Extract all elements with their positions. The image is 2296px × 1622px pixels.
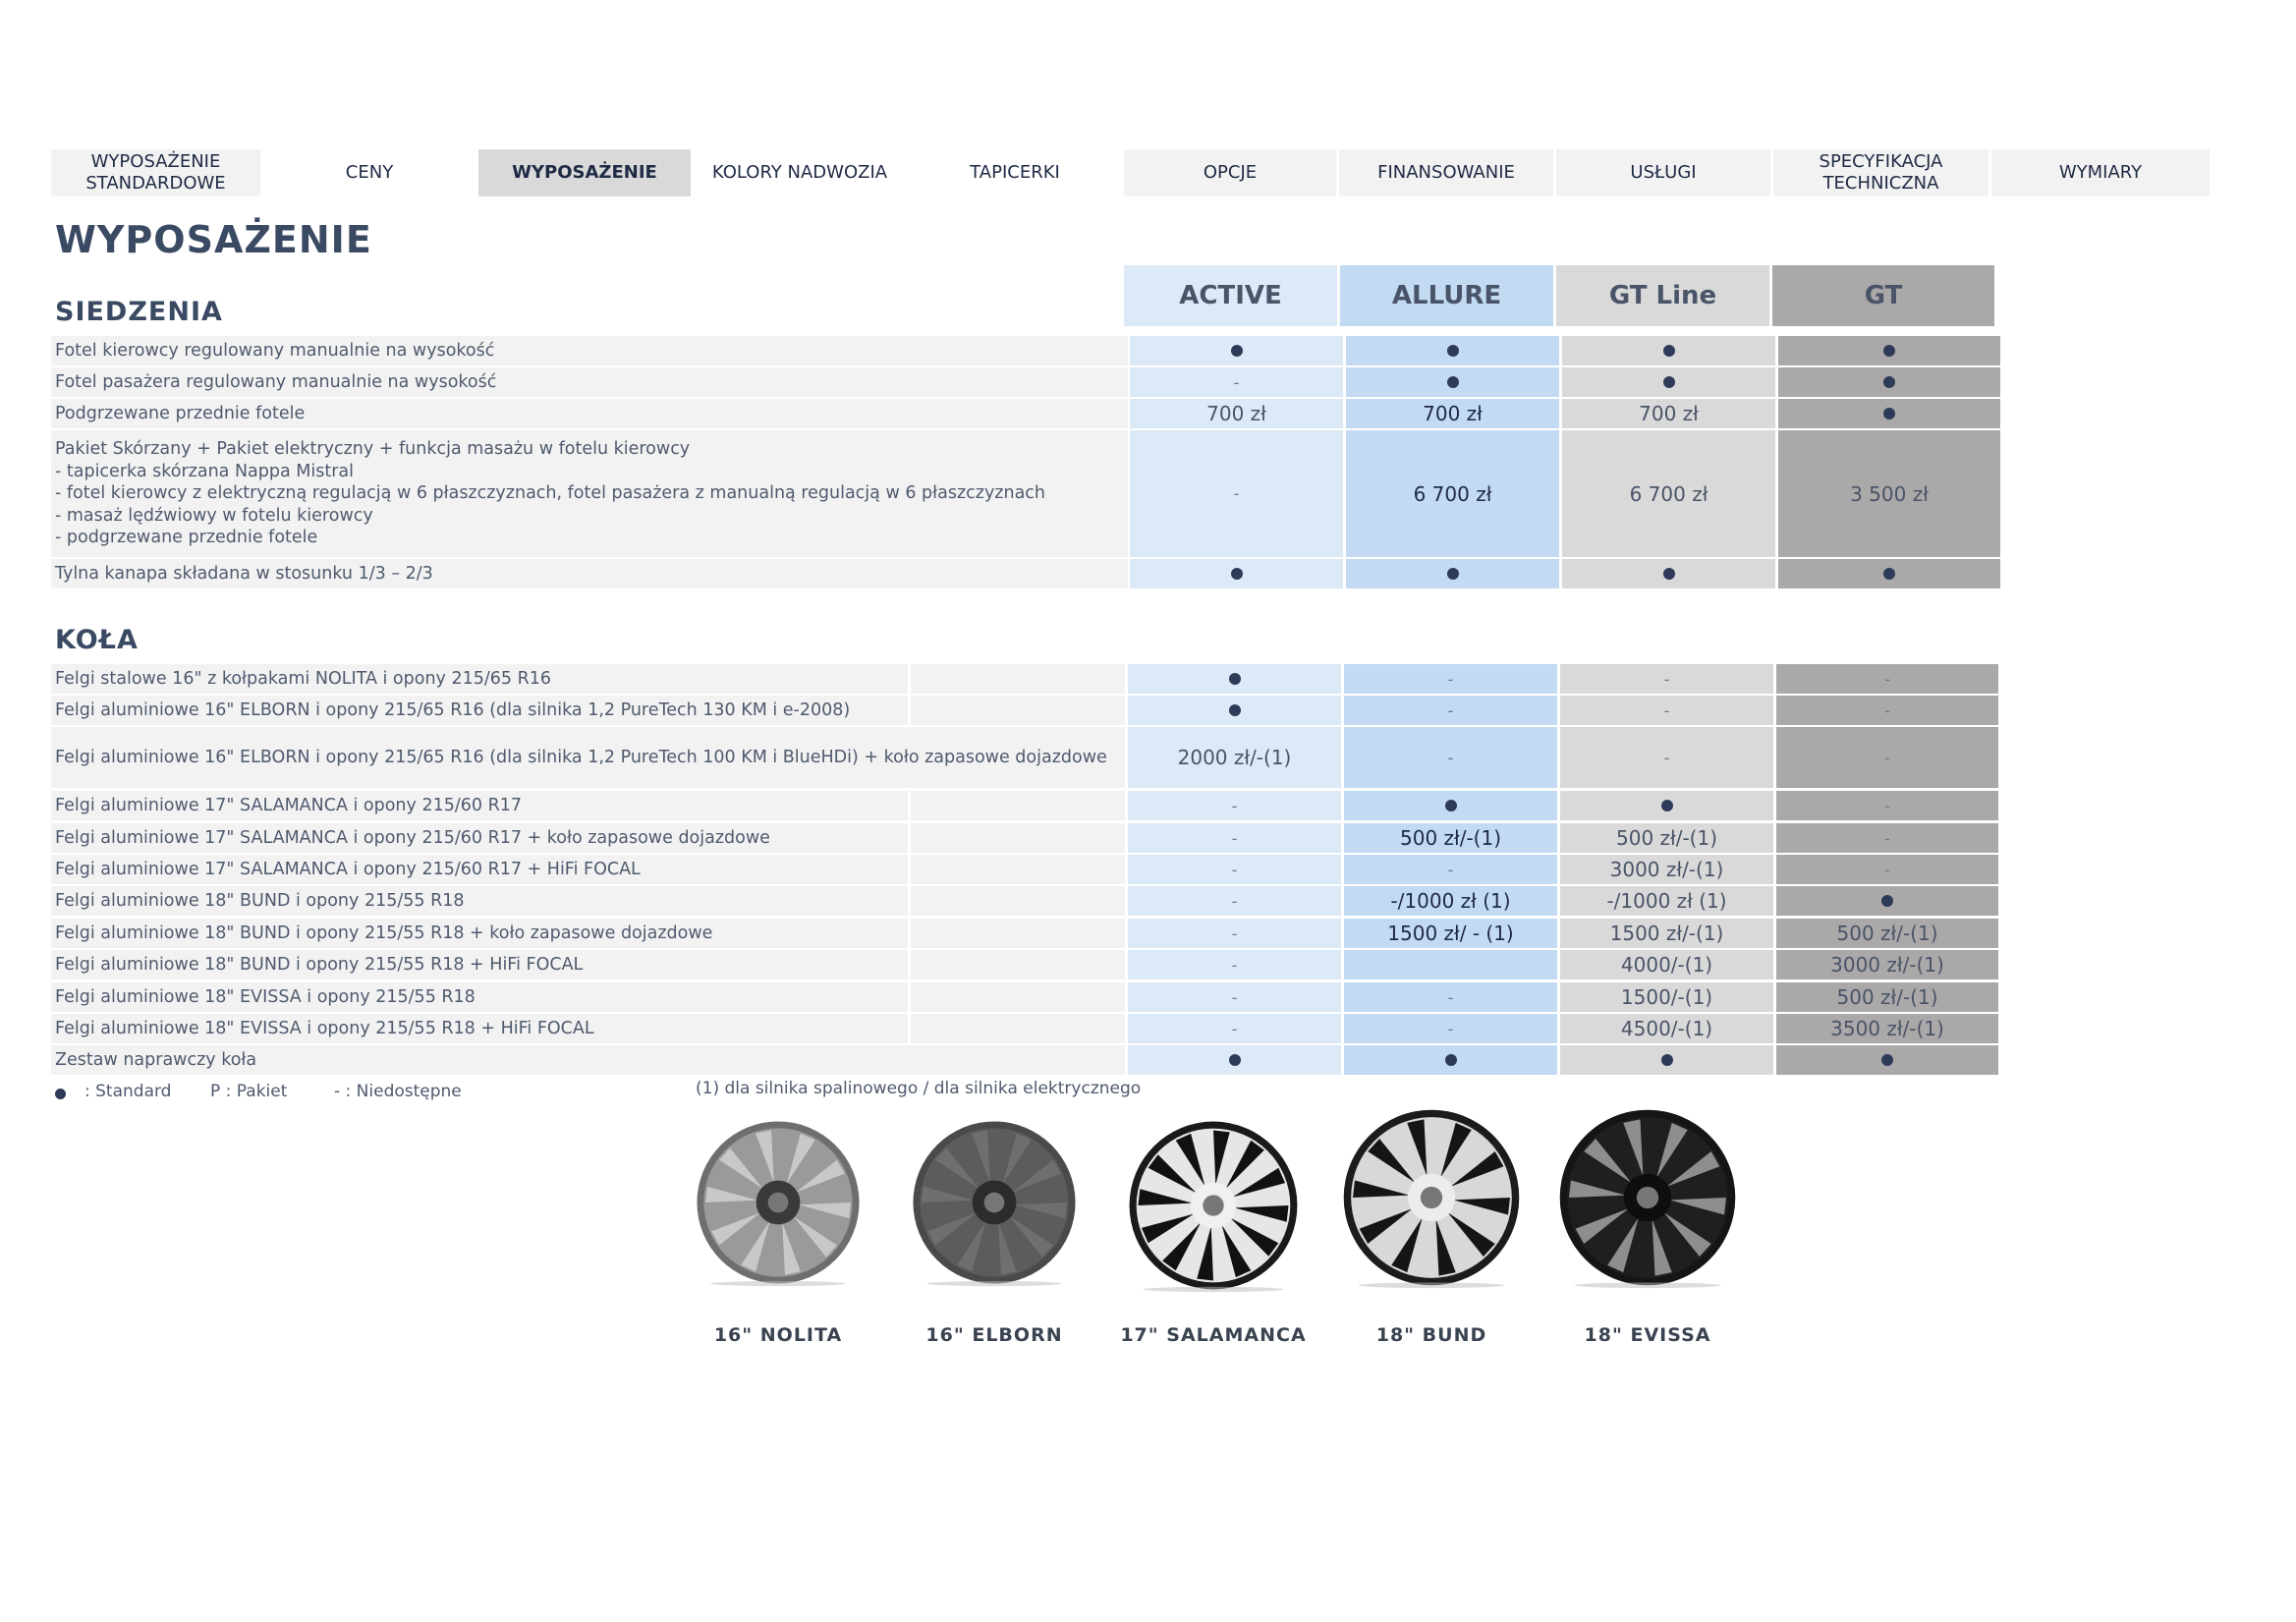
- table-row: [51, 696, 2001, 725]
- row-label: [51, 727, 1125, 788]
- row-label-text: Fotel pasażera regulowany manualnie na wysokość: [55, 372, 497, 392]
- cell-active: [1128, 1045, 1341, 1075]
- cell-value: -: [1233, 484, 1240, 503]
- row-label-line: - fotel kierowcy z elektryczną regulacją w 6 płaszczyznach, fotel pasażera z manualną regulacją w 6 płaszczyznach: [55, 483, 1046, 504]
- row-label-text: Felgi aluminiowe 16" ELBORN i opony 215/65 R16 (dla silnika 1,2 PureTech 100 KM i BlueHDi) + koło zapasowe dojazdowe: [55, 747, 1107, 767]
- cell-value: 3 500 zł: [1850, 481, 1929, 506]
- standard-bullet-icon: [1231, 568, 1243, 580]
- cell-allure: [1344, 696, 1557, 725]
- wheel-bund-icon: [1340, 1106, 1523, 1293]
- cell-value: -: [1884, 828, 1890, 848]
- cell-gt: [1776, 1045, 1998, 1075]
- row-label-text: Podgrzewane przednie fotele: [55, 404, 306, 423]
- standard-bullet-icon: [1447, 345, 1459, 357]
- standard-bullet-icon: [1445, 800, 1457, 811]
- table-row: [51, 1014, 2001, 1043]
- cell-gtline: [1560, 1014, 1773, 1043]
- row-label-text: Felgi aluminiowe 18" BUND i opony 215/55 R18: [55, 890, 465, 911]
- trim-header-gtline: GT Line: [1556, 265, 1769, 326]
- cell-value: 2000 zł/-(1): [1177, 746, 1292, 769]
- cell-value: -: [1663, 700, 1670, 720]
- row-spacer-cell: [911, 1014, 1125, 1043]
- cell-active: [1128, 919, 1341, 948]
- row-spacer-cell: [911, 664, 1125, 694]
- cell-gtline: [1562, 367, 1775, 397]
- tab-wymiary[interactable]: WYMIARY: [1991, 149, 2210, 196]
- cell-gt: [1776, 664, 1998, 694]
- cell-active: [1130, 559, 1343, 588]
- table-row: [51, 430, 2003, 557]
- standard-bullet-icon: [1883, 408, 1895, 419]
- cell-gt: [1776, 919, 1998, 948]
- cell-gt: [1776, 982, 1998, 1012]
- standard-bullet-icon: [1663, 376, 1675, 388]
- legend-pakiet: P : Pakiet: [210, 1082, 288, 1101]
- cell-value: -: [1884, 700, 1890, 720]
- cell-value: 6 700 zł: [1413, 481, 1492, 506]
- cell-value: -: [1447, 1019, 1454, 1038]
- cell-gt: [1776, 950, 1998, 979]
- row-label-text: Felgi stalowe 16" z kołpakami NOLITA i opony 215/65 R16: [55, 668, 552, 689]
- cell-active: [1128, 823, 1341, 853]
- row-label-line: Pakiet Skórzany + Pakiet elektryczny + funkcja masażu w fotelu kierowcy: [55, 439, 691, 460]
- cell-gt: [1776, 823, 1998, 853]
- cell-allure: [1344, 791, 1557, 820]
- standard-bullet-icon: [1663, 568, 1675, 580]
- table-row: [51, 950, 2001, 979]
- top-navigation: [51, 149, 2210, 196]
- cell-gtline: [1560, 823, 1773, 853]
- cell-gtline: [1560, 982, 1773, 1012]
- table-row: [51, 823, 2001, 853]
- row-label-text: Felgi aluminiowe 18" EVISSA i opony 215/55 R18: [55, 986, 476, 1007]
- row-spacer-cell: [911, 919, 1125, 948]
- row-label-text: Felgi aluminiowe 16" ELBORN i opony 215/65 R16 (dla silnika 1,2 PureTech 130 KM i e-2008): [55, 699, 851, 720]
- cell-value: -: [1884, 860, 1890, 879]
- cell-value: 700 zł: [1639, 402, 1699, 425]
- cell-gtline: [1560, 1045, 1773, 1075]
- row-label: [51, 855, 908, 884]
- cell-gt: [1776, 886, 1998, 916]
- row-spacer-cell: [911, 696, 1125, 725]
- trim-header-allure: ALLURE: [1340, 265, 1553, 326]
- cell-active: [1128, 982, 1341, 1012]
- cell-gtline: [1560, 696, 1773, 725]
- row-label: [51, 559, 1128, 588]
- legend-niedostepne: - : Niedostępne: [334, 1082, 462, 1101]
- cell-allure: [1344, 823, 1557, 853]
- cell-gtline: [1562, 336, 1775, 365]
- cell-value: 3000 zł/-(1): [1830, 953, 1944, 977]
- cell-value: 700 zł: [1206, 402, 1266, 425]
- cell-value: 500 zł/-(1): [1836, 922, 1938, 945]
- row-label: [51, 950, 908, 979]
- row-label-text: Felgi aluminiowe 18" BUND i opony 215/55 R18 + koło zapasowe dojazdowe: [55, 923, 713, 943]
- standard-bullet-icon: [1661, 800, 1673, 811]
- wheel-nolita-icon: [694, 1118, 863, 1291]
- cell-value: 500 zł/-(1): [1616, 826, 1717, 850]
- row-label: [51, 1045, 1125, 1075]
- table-row: [51, 664, 2001, 694]
- cell-active: [1130, 399, 1343, 428]
- standard-bullet-icon: [1883, 376, 1895, 388]
- cell-gt: [1776, 1014, 1998, 1043]
- cell-value: 1500 zł/-(1): [1609, 922, 1724, 945]
- row-spacer-cell: [911, 855, 1125, 884]
- cell-value: 1500/-(1): [1620, 985, 1713, 1009]
- wheel-label: 18" EVISSA: [1584, 1324, 1711, 1346]
- cell-allure: [1344, 1014, 1557, 1043]
- cell-allure: [1344, 919, 1557, 948]
- cell-active: [1128, 950, 1341, 979]
- cell-value: -: [1447, 748, 1454, 767]
- row-label-text: Felgi aluminiowe 17" SALAMANCA i opony 215/60 R17: [55, 795, 522, 815]
- standard-bullet-icon: [1447, 376, 1459, 388]
- cell-gtline: [1560, 664, 1773, 694]
- tab-kolory-nadwozia[interactable]: KOLORY NADWOZIA: [694, 149, 909, 196]
- row-label: [51, 886, 908, 916]
- row-label: [51, 696, 908, 725]
- cell-value: -: [1233, 372, 1240, 392]
- cell-gt: [1778, 559, 2000, 588]
- cell-value: 3000 zł/-(1): [1609, 858, 1724, 881]
- tab-specyfikacja-techniczna[interactable]: SPECYFIKACJA TECHNICZNA: [1773, 149, 1991, 196]
- cell-value: 6 700 zł: [1629, 481, 1708, 506]
- row-label-text: Felgi aluminiowe 18" BUND i opony 215/55 R18 + HiFi FOCAL: [55, 954, 584, 975]
- cell-active: [1130, 430, 1343, 557]
- cell-value: -: [1231, 796, 1238, 815]
- row-label: [51, 919, 908, 948]
- cell-value: -: [1884, 748, 1890, 767]
- standard-bullet-icon: [1445, 1054, 1457, 1066]
- table-row: [51, 791, 2001, 820]
- cell-gtline: [1562, 399, 1775, 428]
- cell-value: -: [1447, 987, 1454, 1007]
- cell-value: -: [1884, 796, 1890, 815]
- standard-bullet-icon: [1663, 345, 1675, 357]
- wheel-label: 16" NOLITA: [713, 1324, 843, 1346]
- tab-tapicerki[interactable]: TAPICERKI: [909, 149, 1124, 196]
- cell-value: 500 zł/-(1): [1836, 985, 1938, 1009]
- cell-value: 4500/-(1): [1620, 1017, 1713, 1040]
- cell-allure: [1346, 399, 1559, 428]
- row-spacer-cell: [911, 823, 1125, 853]
- row-label-text: Fotel kierowcy regulowany manualnie na wysokość: [55, 341, 495, 361]
- cell-value: 1500 zł/ - (1): [1387, 922, 1514, 945]
- cell-gtline: [1560, 919, 1773, 948]
- cell-allure: [1344, 855, 1557, 884]
- cell-value: -: [1231, 1019, 1238, 1038]
- cell-value: -: [1447, 669, 1454, 689]
- standard-bullet-icon: [1883, 568, 1895, 580]
- cell-value: 500 zł/-(1): [1400, 826, 1501, 850]
- table-row: [51, 367, 2003, 397]
- row-label: [51, 367, 1128, 397]
- row-spacer-cell: [911, 982, 1125, 1012]
- row-label-line: - podgrzewane przednie fotele: [55, 528, 318, 548]
- cell-value: 4000/-(1): [1620, 953, 1713, 977]
- standard-bullet-icon: [1229, 1054, 1241, 1066]
- cell-gt: [1776, 727, 1998, 788]
- cell-active: [1128, 664, 1341, 694]
- tab-uslugi[interactable]: USŁUGI: [1556, 149, 1773, 196]
- row-label: [51, 823, 908, 853]
- standard-bullet-icon: [1229, 673, 1241, 685]
- cell-active: [1128, 1014, 1341, 1043]
- row-label: [51, 664, 908, 694]
- legend-footnote: (1) dla silnika spalinowego / dla silnika elektrycznego: [696, 1079, 1142, 1098]
- standard-bullet-icon: [1231, 345, 1243, 357]
- legend-standard: : Standard: [84, 1082, 172, 1101]
- cell-gtline: [1560, 727, 1773, 788]
- standard-bullet-icon: [1447, 568, 1459, 580]
- cell-gt: [1776, 791, 1998, 820]
- tab-finansowanie[interactable]: FINANSOWANIE: [1339, 149, 1556, 196]
- table-row: [51, 919, 2001, 948]
- cell-gtline: [1562, 430, 1775, 557]
- cell-allure: [1346, 336, 1559, 365]
- cell-value: 3500 zł/-(1): [1830, 1017, 1944, 1040]
- cell-value: -: [1231, 987, 1238, 1007]
- table-row: [51, 855, 2001, 884]
- cell-allure: [1346, 367, 1559, 397]
- row-label-text: Felgi aluminiowe 18" EVISSA i opony 215/55 R18 + HiFi FOCAL: [55, 1018, 594, 1038]
- cell-value: 700 zł: [1423, 402, 1483, 425]
- row-label: [51, 791, 908, 820]
- row-label-line: - tapicerka skórzana Nappa Mistral: [55, 461, 354, 481]
- section-title-seats: SIEDZENIA: [55, 297, 223, 327]
- row-spacer-cell: [911, 886, 1125, 916]
- row-label: [51, 336, 1128, 365]
- tab-opcje[interactable]: OPCJE: [1124, 149, 1339, 196]
- cell-gt: [1778, 399, 2000, 428]
- cell-value: -: [1884, 669, 1890, 689]
- tab-wyposazenie[interactable]: WYPOSAŻENIE: [478, 149, 694, 196]
- table-row: [51, 399, 2003, 428]
- trim-header-active: ACTIVE: [1124, 265, 1337, 326]
- cell-allure: [1344, 1045, 1557, 1075]
- cell-active: [1128, 791, 1341, 820]
- cell-gtline: [1560, 855, 1773, 884]
- table-row: [51, 336, 2003, 365]
- row-label: [51, 1014, 908, 1043]
- cell-allure: [1344, 727, 1557, 788]
- table-row: [51, 559, 2003, 588]
- row-label: [51, 430, 1128, 557]
- cell-gtline: [1562, 559, 1775, 588]
- standard-bullet-icon: [1881, 895, 1893, 907]
- row-spacer-cell: [911, 791, 1125, 820]
- row-label-line: - masaż lędźwiowy w fotelu kierowcy: [55, 505, 373, 526]
- cell-allure: [1344, 950, 1557, 979]
- cell-value: -/1000 zł (1): [1390, 889, 1511, 913]
- cell-gt: [1778, 367, 2000, 397]
- wheel-label: 16" ELBORN: [925, 1324, 1063, 1346]
- cell-active: [1128, 696, 1341, 725]
- page-title: WYPOSAŻENIE: [55, 218, 372, 261]
- cell-active: [1128, 855, 1341, 884]
- cell-gt: [1776, 855, 1998, 884]
- cell-active: [1128, 886, 1341, 916]
- cell-gt: [1778, 430, 2000, 557]
- cell-value: -: [1447, 860, 1454, 879]
- cell-gtline: [1560, 886, 1773, 916]
- table-row: [51, 1045, 2001, 1075]
- cell-allure: [1344, 664, 1557, 694]
- wheel-elborn-icon: [910, 1118, 1079, 1291]
- standard-bullet-icon: [1661, 1054, 1673, 1066]
- cell-gt: [1778, 336, 2000, 365]
- row-spacer-cell: [911, 950, 1125, 979]
- tab-ceny[interactable]: CENY: [263, 149, 478, 196]
- cell-value: -: [1231, 891, 1238, 911]
- table-row: [51, 982, 2001, 1012]
- standard-bullet-icon: [55, 1089, 66, 1099]
- cell-gt: [1776, 696, 1998, 725]
- cell-gtline: [1560, 791, 1773, 820]
- wheel-evissa-icon: [1556, 1106, 1739, 1293]
- standard-bullet-icon: [1229, 704, 1241, 716]
- cell-active: [1130, 336, 1343, 365]
- row-label-text: Tylna kanapa składana w stosunku 1/3 – 2/3: [55, 564, 433, 584]
- section-title-wheels: KOŁA: [55, 625, 139, 655]
- cell-active: [1130, 367, 1343, 397]
- cell-value: -: [1663, 748, 1670, 767]
- row-label: [51, 399, 1128, 428]
- wheel-label: 18" BUND: [1375, 1324, 1487, 1346]
- cell-allure: [1344, 886, 1557, 916]
- cell-value: -: [1231, 955, 1238, 975]
- cell-active: [1128, 727, 1341, 788]
- cell-allure: [1346, 430, 1559, 557]
- cell-value: -: [1231, 828, 1238, 848]
- wheel-salamanca-icon: [1126, 1118, 1301, 1297]
- row-label-text: Zestaw naprawczy koła: [55, 1049, 257, 1070]
- cell-allure: [1344, 982, 1557, 1012]
- table-row: [51, 727, 2001, 788]
- cell-value: -: [1447, 700, 1454, 720]
- standard-bullet-icon: [1883, 345, 1895, 357]
- cell-gtline: [1560, 950, 1773, 979]
- cell-allure: [1346, 559, 1559, 588]
- row-label: [51, 982, 908, 1012]
- row-label-text: Felgi aluminiowe 17" SALAMANCA i opony 215/60 R17 + HiFi FOCAL: [55, 859, 641, 879]
- cell-value: -: [1663, 669, 1670, 689]
- trim-header-gt: GT: [1772, 265, 1994, 326]
- row-label-text: Felgi aluminiowe 17" SALAMANCA i opony 215/60 R17 + koło zapasowe dojazdowe: [55, 827, 770, 848]
- cell-value: -: [1231, 923, 1238, 943]
- wheel-label: 17" SALAMANCA: [1120, 1324, 1307, 1346]
- standard-bullet-icon: [1881, 1054, 1893, 1066]
- cell-value: -: [1231, 860, 1238, 879]
- cell-value: -/1000 zł (1): [1606, 889, 1727, 913]
- tab-wyposazenie-standardowe[interactable]: WYPOSAŻENIE STANDARDOWE: [51, 149, 263, 196]
- table-row: [51, 886, 2001, 916]
